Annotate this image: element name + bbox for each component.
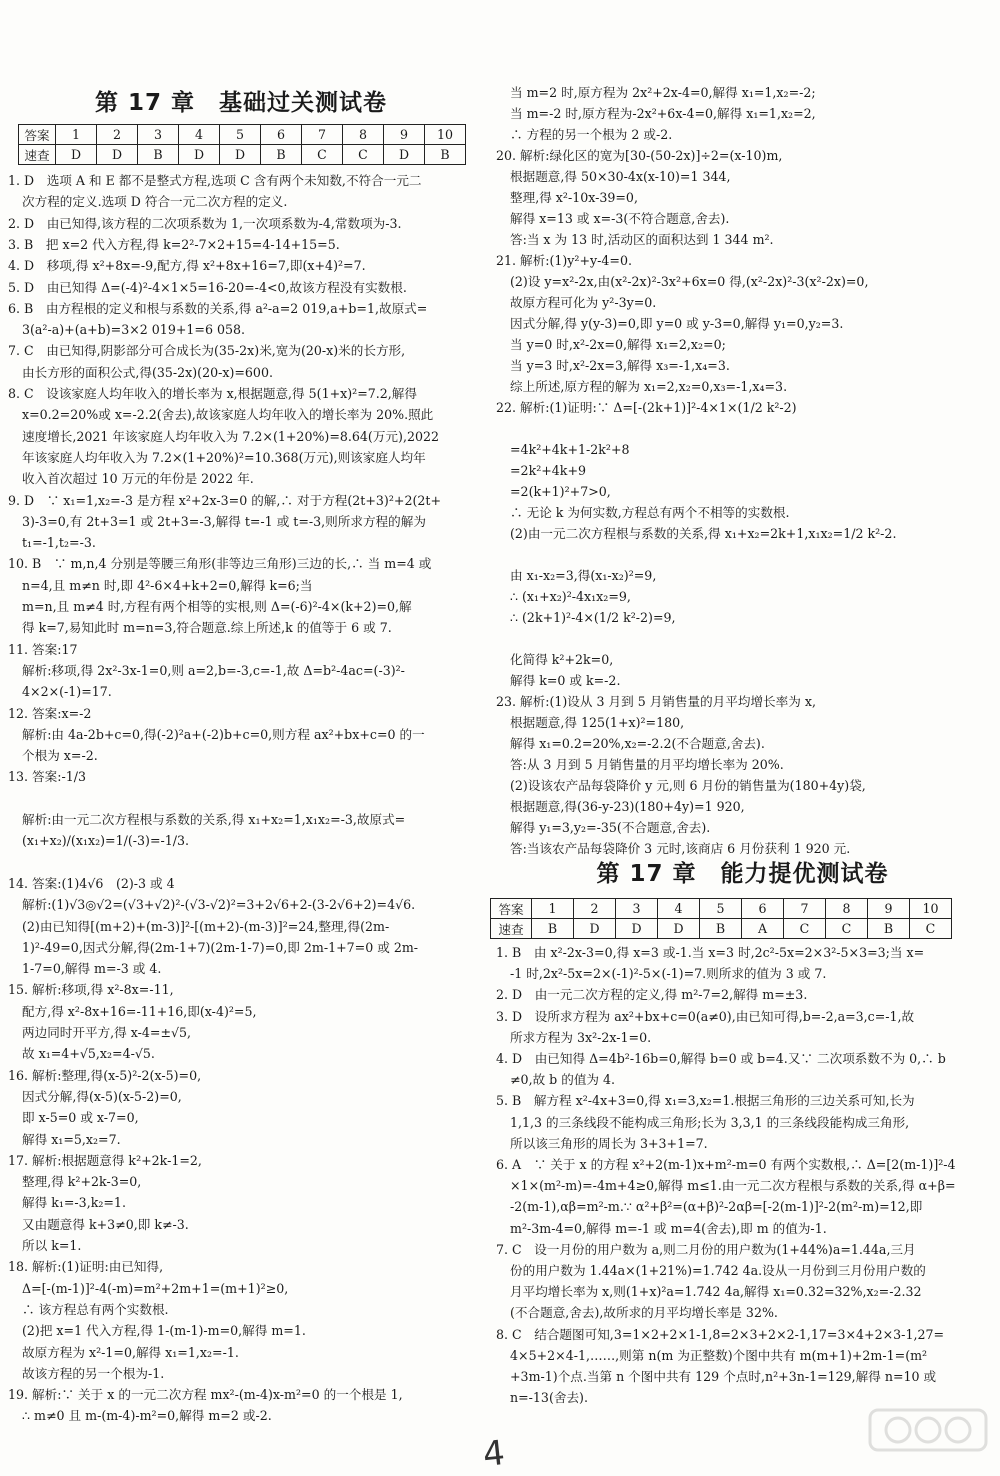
text-line: 解析:(1)√3◎√2=(√3+√2)²-(√3-√2)²=3+2√6+2-(3-2√6+2)=4√6.: [22, 897, 416, 913]
text-line: 答:当 x 为 13 时,活动区的面积达到 1 344 m².: [510, 232, 774, 247]
text-line: 1)²-49=0,因式分解,得(2m-1+7)(2m-1-7)=0,即 2m-1+7=0 或 2m-: [22, 939, 419, 955]
answer-table-cell: 7: [302, 125, 343, 145]
answer-table-cell: 6: [261, 125, 302, 145]
text-line: (2)由已知得[(m+2)+(m-3)]²-[(m+2)-(m-3)]²=24,整理,得(2m-: [22, 918, 390, 934]
text-line: 4×5+2×4-1,……,则第 n(m 为正整数)个图中共有 m(m+1)+2m-1=(m²: [510, 1347, 928, 1363]
text-line: 5. D 由已知得 Δ=(-4)²-4×1×5=16-20=-4<0,故该方程没有实数根.: [8, 279, 407, 295]
text-line: 根据题意,得(36-y-23)(180+4y)=1 920,: [510, 799, 745, 814]
answer-table-cell: D: [574, 919, 616, 939]
text-line: Δ=[-(m-1)]²-4(-m)=m²+2m+1=(m+1)²≥0,: [22, 1280, 289, 1296]
answer-table-cell: 4: [658, 899, 700, 919]
answer-table-cell: 6: [742, 899, 784, 919]
right-answer-row-answers: [491, 919, 952, 939]
answer-table-cell: B: [868, 919, 910, 939]
text-line: 当 m=-2 时,原方程为-2x²+6x-4=0,解得 x₁=1,x₂=2,: [510, 106, 816, 121]
text-line: 13. 答案:-1/3: [8, 769, 86, 785]
text-line: m=n,且 m≠4 时,方程有两个相等的实根,则 Δ=(-6)²-4×(k+2)=0,解: [22, 599, 412, 614]
text-line: -2(m-1),αβ=m²-m.∵ α²+β²=(α+β)²-2αβ=[-2(m-1)]²-2(m²-m)=12,即: [510, 1199, 923, 1215]
text-line: 解析:由 4a-2b+c=0,得(-2)²a+(-2)b+c=0,则方程 ax²+bx+c=0 的一: [22, 726, 425, 742]
left-answer-row-answers: [19, 145, 466, 165]
text-line: m²-3m-4=0,解得 m=-1 或 m=4(舍去),即 m 的值为-1.: [510, 1220, 827, 1236]
text-line: 解得 k₁=-3,k₂=1.: [22, 1195, 126, 1211]
text-line: 化简得 k²+2k=0,: [510, 652, 614, 667]
text-line: 解得 y₁=3,y₂=-35(不合题意,舍去).: [510, 820, 711, 835]
answer-table-cell: C: [826, 919, 868, 939]
text-line: 收入首次超过 10 万元的年份是 2022 年.: [22, 471, 254, 487]
text-line: 因式分解,得(x-5)(x-5-2)=0,: [22, 1088, 182, 1104]
text-line: 次方程的定义.选项 D 符合一元二次方程的定义.: [22, 194, 288, 210]
text-line: 个根为 x=-2.: [22, 748, 98, 764]
text-line: =4k²+4k+1-2k²+8: [510, 442, 630, 457]
text-line: 整理,得 k²+2k-3=0,: [22, 1174, 142, 1190]
text-line: 答:当该农产品每袋降价 3 元时,该商店 6 月份获利 1 920 元.: [510, 841, 851, 856]
answer-table-cell: B: [425, 145, 466, 165]
answer-table-cell: 8: [343, 125, 384, 145]
text-line: 17. 解析:根据题意得 k²+2k-1=2,: [8, 1152, 202, 1168]
answer-table-cell: 10: [425, 125, 466, 145]
text-line: 份的用户数为 1.44a×(1+21%)=1.742 4a.设从一月份到三月份用户数的: [510, 1263, 926, 1278]
answer-table-cell: D: [97, 145, 138, 165]
answer-table-cell: B: [138, 145, 179, 165]
text-line: (2)设该农产品每袋降价 y 元,则 6 月份的销售量为(180+4y)袋,: [510, 778, 866, 793]
answer-table-cell: C: [343, 145, 384, 165]
answer-table-cell: D: [658, 919, 700, 939]
answer-table-cell: D: [56, 145, 97, 165]
text-line: 整理,得 x²-10x-39=0,: [510, 190, 638, 205]
text-line: ∴ (2k+1)²-4×(1/2 k²-2)=9,: [510, 610, 676, 625]
text-line: -1 时,2x²-5x=2×(-1)²-5×(-1)=7.则所求的值为 3 或 7.: [510, 966, 827, 982]
answer-table-cell: 3: [138, 125, 179, 145]
right-section-title: 第 17 章 能力提优测试卷: [596, 861, 889, 887]
text-line: ∴ (x₁+x₂)²-4x₁x₂=9,: [510, 589, 631, 604]
answer-table-cell: B: [532, 919, 574, 939]
answer-table-cell: 9: [868, 899, 910, 919]
text-line: 根据题意,得 50×30-4x(x-10)=1 344,: [510, 169, 731, 184]
text-line: 解得 x=13 或 x=-3(不符合题意,舍去).: [510, 211, 730, 226]
text-line: 10. B ∵ m,n,4 分别是等腰三角形(非等边三角形)三边的长,∴ 当 m=4 或: [8, 556, 432, 572]
text-line: 16. 解析:整理,得(x-5)²-2(x-5)=0,: [8, 1067, 202, 1083]
text-line: 年该家庭人均年收入为 7.2×(1+20%)²=10.368(万元),则该家庭人均年: [22, 449, 426, 465]
text-line: ∴ m≠0 且 m-(m-4)-m²=0,解得 m=2 或-2.: [22, 1408, 272, 1424]
text-line: n=-13(舍去).: [510, 1390, 588, 1406]
left-answer-table: [18, 124, 466, 165]
text-line: 配方,得 x²-8x+16=-11+16,即(x-4)²=5,: [22, 1003, 257, 1019]
answer-table-cell: 2: [574, 899, 616, 919]
text-line: 21. 解析:(1)y²+y-4=0.: [496, 253, 632, 268]
text-line: =2(k+1)²+7>0,: [510, 484, 611, 499]
text-line: 11. 答案:17: [8, 641, 78, 657]
text-line: 1. D 选项 A 和 E 都不是整式方程,选项 C 含有两个未知数,不符合一元二: [8, 173, 422, 188]
answer-table-cell: 7: [784, 899, 826, 919]
text-line: 当 y=3 时,x²-2x=3,解得 x₃=-1,x₄=3.: [510, 358, 730, 373]
text-line: 3. B 把 x=2 代入方程,得 k=2²-7×2+15=4-14+15=5.: [8, 236, 340, 252]
text-line: 所以 k=1.: [22, 1238, 82, 1253]
text-line: 两边同时开平方,得 x-4=±√5,: [22, 1025, 192, 1040]
text-line: 所求方程为 3x²-2x-1=0.: [510, 1029, 652, 1045]
text-line: 3(a²-a)+(a+b)=3×2 019+1=6 058.: [22, 322, 246, 338]
answer-table-cell: C: [302, 145, 343, 165]
answer-table-cell: 10: [910, 899, 952, 919]
answer-table-cell: D: [616, 919, 658, 939]
text-line: 8. C 设该家庭人均年收入的增长率为 x,根据题意,得 5(1+x)²=7.2,解得: [8, 386, 417, 401]
text-line: 即 x-5=0 或 x-7=0,: [22, 1110, 139, 1126]
text-line: t₁=-1,t₂=-3.: [22, 535, 96, 551]
answer-table-header-cell: 答案: [19, 125, 56, 145]
text-line: 22. 解析:(1)证明:∵ Δ=[-(2k+1)]²-4×1×(1/2 k²-2): [496, 400, 797, 415]
text-line: 6. A ∵ 关于 x 的方程 x²+2(m-1)x+m²-m=0 有两个实数根,∴ Δ=[2(m-1)]²-4: [496, 1157, 956, 1172]
right-answer-table: [490, 898, 952, 939]
text-line: (2)把 x=1 代入方程,得 1-(m-1)-m=0,解得 m=1.: [22, 1323, 306, 1339]
answer-table-cell: D: [384, 145, 425, 165]
text-line: 解得 k=0 或 k=-2.: [510, 673, 621, 688]
text-line: 20. 解析:绿化区的宽为[30-(50-2x)]÷2=(x-10)m,: [496, 148, 783, 163]
answer-table-cell: D: [179, 145, 220, 165]
text-line: 3)-3=0,有 2t+3=1 或 2t+3=-3,解得 t=-1 或 t=-3,则所求方程的解为: [22, 513, 426, 529]
text-line: 7. C 设一月份的用户数为 a,则二月份的用户数为(1+44%)a=1.44a,三月: [496, 1241, 916, 1257]
text-line: 解析:移项,得 2x²-3x-1=0,则 a=2,b=-3,c=-1,故 Δ=b²-4ac=(-3)²-: [22, 662, 405, 678]
watermark-logo: [868, 1408, 988, 1468]
answer-table-cell: 1: [56, 125, 97, 145]
handwritten-page-number: 4: [480, 1432, 507, 1476]
answer-table-cell: D: [220, 145, 261, 165]
text-line: ∴ 方程的另一个根为 2 或-2.: [510, 127, 673, 142]
text-line: 1. B 由 x²-2x-3=0,得 x=3 或-1.当 x=3 时,2c²-5x=2×3²-5×3=3;当 x=: [496, 945, 925, 960]
text-line: 当 m=2 时,原方程为 2x²+2x-4=0,解得 x₁=1,x₂=-2;: [510, 85, 816, 100]
text-line: 当 y=0 时,x²-2x=0,解得 x₁=2,x₂=0;: [510, 337, 726, 352]
text-line: 根据题意,得 125(1+x)²=180,: [510, 715, 685, 730]
text-line: 解得 x₁=0.2=20%,x₂=-2.2(不合题意,舍去).: [510, 736, 765, 751]
text-line: ∴ 无论 k 为何实数,方程总有两个不相等的实数根.: [510, 505, 790, 520]
text-line: (2)由一元二次方程根与系数的关系,得 x₁+x₂=2k+1,x₁x₂=1/2 k²-2.: [510, 526, 897, 541]
answer-table-cell: 1: [532, 899, 574, 919]
answer-table-header-cell: 答案: [491, 899, 532, 919]
text-line: n=4,且 m≠n 时,即 4²-6×4+k+2=0,解得 k=6;当: [22, 577, 313, 593]
text-line: 14. 答案:(1)4√6 (2)-3 或 4: [8, 875, 175, 891]
text-line: 综上所述,原方程的解为 x₁=2,x₂=0,x₃=-1,x₄=3.: [510, 379, 788, 394]
text-line: 18. 解析:(1)证明:由已知得,: [8, 1259, 164, 1275]
text-line: 因式分解,得 y(y-3)=0,即 y=0 或 y-3=0,解得 y₁=0,y₂=3.: [510, 316, 844, 331]
text-line: 4. D 由已知得 Δ=4b²-16b=0,解得 b=0 或 b=4.又∵ 二次项系数不为 0,∴ b: [496, 1051, 946, 1066]
text-line: (2)设 y=x²-2x,由(x²-2x)²-3x²+6x=0 得,(x²-2x)²-3(x²-2x)=0,: [510, 274, 869, 289]
text-line: ∴ 该方程总有两个实数根.: [22, 1301, 169, 1317]
text-line: 故原方程为 x²-1=0,解得 x₁=1,x₂=-1.: [22, 1344, 239, 1360]
text-line: 又由题意得 k+3≠0,即 k≠-3.: [22, 1216, 189, 1232]
text-line: 23. 解析:(1)设从 3 月到 5 月销售量的月平均增长率为 x,: [496, 694, 816, 709]
text-line: 7. C 由已知得,阴影部分可合成长为(35-2x)米,宽为(20-x)米的长方形,: [8, 343, 406, 359]
text-line: 解析:由一元二次方程根与系数的关系,得 x₁+x₂=1,x₁x₂=-3,故原式=: [22, 812, 406, 827]
text-line: 5. B 解方程 x²-4x+3=0,得 x₁=3,x₂=1.根据三角形的三边关系可知,长为: [496, 1093, 915, 1109]
answer-table-cell: A: [742, 919, 784, 939]
text-line: 6. B 由方程根的定义和根与系数的关系,得 a²-a=2 019,a+b=1,故原式=: [8, 300, 428, 316]
text-line: 月平均增长率为 x,则(1+x)²a=1.742 4a,解得 x₁=0.32=32%,x₂=-2.32: [510, 1284, 922, 1300]
right-answer-row-numbers: [491, 899, 952, 919]
answer-table-cell: C: [784, 919, 826, 939]
text-line: 由 x₁-x₂=3,得(x₁-x₂)²=9,: [510, 568, 657, 583]
text-line: 2. D 由一元二次方程的定义,得 m²-7=2,解得 m=±3.: [496, 987, 808, 1003]
text-line: 得 k=7,易知此时 m=n=3,符合题意.综上所述,k 的值等于 6 或 7.: [22, 620, 392, 636]
text-line: 速度增长,2021 年该家庭人均年收入为 7.2×(1+20%)=8.64(万元),2022: [22, 428, 439, 444]
answer-table-cell: B: [700, 919, 742, 939]
text-line: 3. D 设所求方程为 ax²+bx+c=0(a≠0),由已知可得,b=-2,a=3,c=-1,故: [496, 1008, 915, 1024]
answer-table-header-cell: 速查: [19, 145, 56, 165]
text-line: 2. D 由已知得,该方程的二次项系数为 1,一次项系数为-4,常数项为-3.: [8, 215, 402, 231]
text-line: 答:从 3 月到 5 月销售量的月平均增长率为 20%.: [510, 757, 784, 772]
text-line: 15. 解析:移项,得 x²-8x=-11,: [8, 982, 174, 998]
text-line: 故原方程可化为 y²-3y=0.: [510, 295, 657, 310]
answer-table-cell: B: [261, 145, 302, 165]
text-line: 9. D ∵ x₁=1,x₂=-3 是方程 x²+2x-3=0 的解,∴ 对于方程(2t+3)²+2(2t+: [8, 492, 441, 508]
text-line: 故该方程的另一个根为-1.: [22, 1365, 165, 1381]
text-line: 4. D 移项,得 x²+8x=-9,配方,得 x²+8x+16=7,即(x+4)²=7.: [8, 258, 366, 274]
answer-table-cell: 8: [826, 899, 868, 919]
text-line: 解得 x₁=5,x₂=7.: [22, 1131, 121, 1147]
answer-table-cell: 5: [700, 899, 742, 919]
text-line: +3m-1)个点.当第 n 个图中共有 129 个点时,n²+3n-1=129,解得 n=10 或: [510, 1369, 937, 1384]
text-line: =2k²+4k+9: [510, 463, 587, 478]
text-line: 4×2×(-1)=17.: [22, 684, 112, 700]
answer-table-cell: 9: [384, 125, 425, 145]
text-line: ×1×(m²-m)=-4m+4≥0,解得 m≤1.由一元二次方程根与系数的关系,得 α+β=: [510, 1178, 956, 1194]
text-line: 1-7=0,解得 m=-3 或 4.: [22, 961, 162, 977]
answer-table-header-cell: 速查: [491, 919, 532, 939]
text-line: (x₁+x₂)/(x₁x₂)=1/(-3)=-1/3.: [22, 833, 190, 849]
text-line: 所以该三角形的周长为 3+3+1=7.: [510, 1135, 708, 1151]
text-line: 由长方形的面积公式,得(35-2x)(20-x)=600.: [22, 364, 273, 380]
text-line: 8. C 结合题图可知,3=1×2+2×1-1,8=2×3+2×2-1,17=3×4+2×3-1,27=: [496, 1326, 945, 1342]
text-line: 1,1,3 的三条线段不能构成三角形;长为 3,3,1 的三条线段能构成三角形,: [510, 1114, 910, 1130]
text-line: 故 x₁=4+√5,x₂=4-√5.: [22, 1046, 155, 1062]
answer-table-cell: C: [910, 919, 952, 939]
left-answer-row-numbers: [19, 125, 466, 145]
text-line: (不合题意,舍去),故所求的月平均增长率是 32%.: [510, 1305, 778, 1321]
answer-table-cell: 2: [97, 125, 138, 145]
text-line: 19. 解析:∵ 关于 x 的一元二次方程 mx²-(m-4)x-m²=0 的一个根是 1,: [8, 1387, 403, 1403]
text-line: x=0.2=20%或 x=-2.2(舍去),故该家庭人均年收入的增长率为 20%.照此: [22, 407, 434, 423]
answer-table-cell: 5: [220, 125, 261, 145]
text-line: 12. 答案:x=-2: [8, 705, 92, 721]
left-section-title: 第 17 章 基础过关测试卷: [94, 90, 388, 116]
text-line: ≠0,故 b 的值为 4.: [510, 1072, 616, 1088]
answer-table-cell: 3: [616, 899, 658, 919]
answer-table-cell: 4: [179, 125, 220, 145]
